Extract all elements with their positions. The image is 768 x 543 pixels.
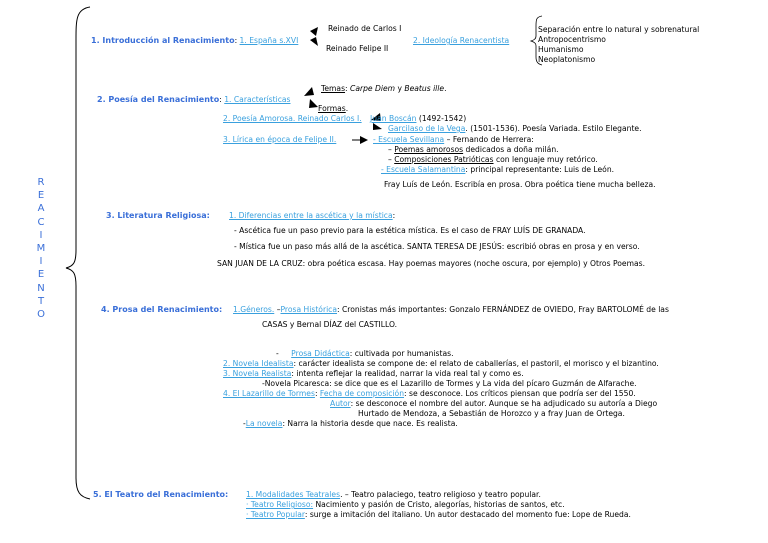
- title-letter: T: [37, 295, 45, 307]
- vertical-title: [35, 176, 47, 321]
- arrow-carlos-icon: [310, 27, 318, 36]
- carlos-text: Reinado de Carlos I: [328, 24, 402, 33]
- link-modalidades[interactable]: 1. Modalidades Teatrales: [246, 490, 341, 499]
- arrow-felipe-icon: [310, 37, 318, 46]
- salamantina-row: - Escuela Salamantina: principal representante: Luis de León.: [381, 165, 615, 174]
- arrow-garcilaso-icon: [373, 123, 382, 130]
- arrow-temas-icon: [304, 87, 314, 96]
- realista-row: 3. Novela Realista: intenta reflejar la realidad, narrar la vida real tal y como es.: [223, 369, 524, 378]
- section-4-heading: 4. Prosa del Renacimiento:: [101, 305, 223, 314]
- compos-row: – Composiciones Patrióticas con lenguaje muy retórico.: [388, 155, 598, 164]
- link-fecha[interactable]: Fecha de composición: [319, 389, 405, 398]
- title-letter: O: [37, 309, 45, 321]
- link-historica[interactable]: Prosa Histórica: [280, 305, 338, 314]
- title-letter: E: [37, 269, 45, 281]
- link-lazarillo[interactable]: 4. El Lazarillo de Tormes: [223, 389, 315, 398]
- link-diferencias[interactable]: 1. Diferencias entre la ascética y la mística: [229, 211, 393, 220]
- title-letter: I: [39, 229, 43, 241]
- link-amorosa[interactable]: 2. Poesía Amorosa. Reinado Carlos I.: [223, 114, 362, 123]
- generos-row: 1.Géneros. –Prosa Histórica: Cronistas más importantes: Gonzalo FERNÁNDEZ de OVIEDO, Fray BARTOLOMÉ de las: [233, 305, 669, 314]
- formas-row: Formas.: [318, 104, 349, 113]
- main-brace-icon: [66, 7, 90, 499]
- sanjuan-text: SAN JUAN DE LA CRUZ: obra poética escasa. Hay poemas mayores (noche oscura, por ejemplo) y Otros Poemas.: [217, 259, 645, 268]
- section-1-heading-row: 1. Introducción al Renacimiento: 1. España s.XVI: [91, 36, 299, 45]
- lazarillo-row: 4. El Lazarillo de Tormes: Fecha de composición: se desconoce. Los críticos piensan que podría ser del 1550.: [223, 389, 636, 398]
- amorosa-row: 2. Poesía Amorosa. Reinado Carlos I. Juan Boscán (1492-1542): [223, 114, 467, 123]
- felipe-text: Reinado Felipe II: [326, 44, 389, 53]
- section-5-heading: 5. El Teatro del Renacimiento:: [93, 490, 229, 499]
- sevillana-row: - Escuela Sevillana – Fernando de Herrera:: [373, 135, 534, 144]
- autor-row: Autor: se desconoce el nombre del autor. Aunque se ha adjudicado su autoría a Diego: [330, 399, 658, 408]
- religioso-row: · Teatro Religioso: Nacimiento y pasión de Cristo, alegorías, historias de santos, etc.: [246, 500, 565, 509]
- link-sevillana[interactable]: - Escuela Sevillana: [373, 135, 445, 144]
- didactica-row: - Prosa Didáctica: cultivada por humanistas.: [276, 349, 454, 358]
- arrow-sevillana-icon: [360, 136, 368, 144]
- link-salamantina[interactable]: - Escuela Salamantina: [381, 165, 466, 174]
- poemas-row: – Poemas amorosos dedicados a doña milán.: [388, 145, 559, 154]
- ascetica-text: - Ascética fue un paso previo para la estética mística. Es el caso de FRAY LUÍS DE GRANADA.: [234, 226, 586, 235]
- link-ideologia[interactable]: 2. Ideología Renacentista: [413, 36, 510, 45]
- title-letter: E: [37, 190, 45, 202]
- temas-row: Temas: Carpe Diem y Beatus ille.: [321, 84, 447, 93]
- mistica-text: - Mística fue un paso más allá de la ascética. SANTA TERESA DE JESÚS: escribió obras en prosa y en verso.: [234, 242, 640, 251]
- picaresca-text: -Novela Picaresca: se dice que es el Lazarillo de Tormes y La vida del pícaro Guzmán de Alfarache.: [262, 379, 637, 388]
- link-lirica[interactable]: 3. Lírica en época de Felipe II.: [223, 135, 337, 144]
- link-generos[interactable]: 1.Géneros.: [233, 305, 275, 314]
- link-idealista[interactable]: 2. Novela Idealista: [223, 359, 294, 368]
- idea-item: Separación entre lo natural y sobrenatural: [538, 25, 700, 34]
- link-caracteristicas[interactable]: 1. Características: [224, 95, 291, 104]
- link-teatro-religioso[interactable]: · Teatro Religioso:: [246, 500, 314, 509]
- garcilaso-row: Garcilaso de la Vega. (1501-1536). Poesía Variada. Estilo Elegante.: [388, 124, 642, 133]
- title-letter: A: [37, 203, 45, 215]
- title-letter: M: [36, 243, 46, 255]
- fray-luis-text: Fray Luís de León. Escribía en prosa. Obra poética tiene mucha belleza.: [384, 180, 656, 189]
- link-teatro-popular[interactable]: · Teatro Popular: [246, 510, 305, 519]
- section-2-heading: 2. Poesía del Renacimiento: [97, 95, 220, 104]
- title-letter: I: [39, 256, 43, 268]
- section-2-heading-row: 2. Poesía del Renacimiento: 1. Características: [97, 95, 291, 104]
- arrow-formas-icon: [309, 99, 318, 108]
- title-letter: N: [37, 282, 45, 294]
- section-1-heading: 1. Introducción al Renacimiento: [91, 36, 235, 45]
- title-letter: C: [37, 216, 45, 228]
- section-3-heading: 3. Literatura Religiosa:: [106, 211, 210, 220]
- idea-item: Humanismo: [538, 45, 584, 54]
- link-novela[interactable]: La novela: [245, 419, 283, 428]
- modalidades-row: 1. Modalidades Teatrales. – Teatro palaciego, teatro religioso y teatro popular.: [246, 490, 541, 499]
- idea-item: Neoplatonismo: [538, 55, 596, 64]
- link-realista[interactable]: 3. Novela Realista: [223, 369, 292, 378]
- idea-item: Antropocentrismo: [538, 35, 606, 44]
- popular-row: · Teatro Popular: surge a imitación del italiano. Un autor destacado del momento fue: Lope de Rueda.: [246, 510, 631, 519]
- autor-cont: Hurtado de Mendoza, a Sebastián de Horozco y a fray Juan de Ortega.: [358, 409, 625, 418]
- novela-row: -La novela: Narra la historia desde que nace. Es realista.: [243, 419, 458, 428]
- link-espana[interactable]: 1. España s.XVI: [239, 36, 299, 45]
- title-letter: R: [37, 177, 45, 188]
- diferencias-row: 1. Diferencias entre la ascética y la mística:: [229, 211, 396, 220]
- link-autor[interactable]: Autor: [330, 399, 351, 408]
- historica-cont: CASAS y Bernal DÍAZ del CASTILLO.: [262, 320, 398, 329]
- link-didactica[interactable]: Prosa Didáctica: [291, 349, 350, 358]
- link-garcilaso[interactable]: Garcilaso de la Vega: [388, 124, 466, 133]
- link-boscan[interactable]: Juan Boscán: [370, 114, 417, 123]
- idealista-row: 2. Novela Idealista: carácter idealista se compone de: el relato de caballerías, el pastoril, el morisco y el bizantino.: [223, 359, 659, 368]
